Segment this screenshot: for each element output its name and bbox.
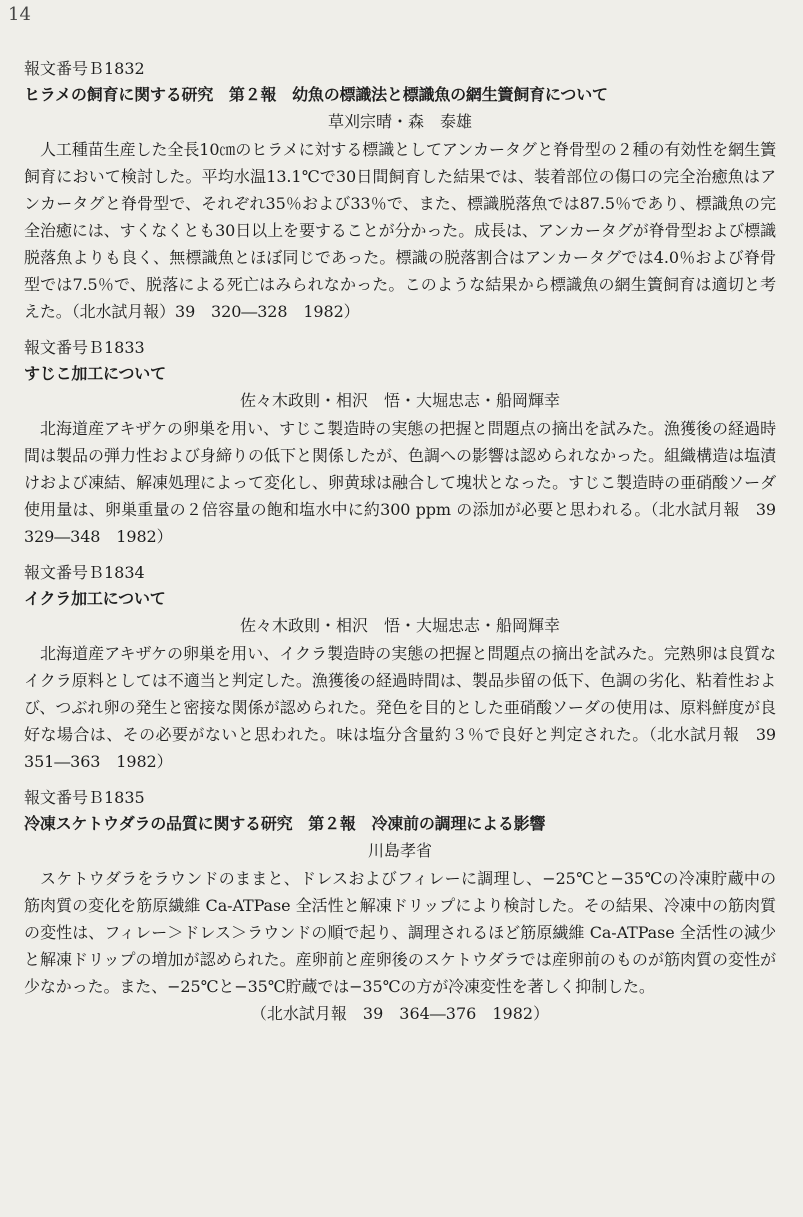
report-title: ヒラメの飼育に関する研究 第２報 幼魚の標識法と標識魚の網生簀飼育について: [24, 85, 608, 104]
report-abstract: 人工種苗生産した全長10㎝のヒラメに対する標識としてアンカータグと脊骨型の２種の有効性を網生簀飼育において検討した。平均水温13.1℃で30日間飼育した結果では、装着部位の傷口の完全治癒魚はアンカータグと脊骨型で、それぞれ35％および33％で、また、標識脱落魚では87.5％であり、標識魚の完全治癒には、すくなくとも30日以上を要することが分かった。成長は、アンカータグが脊骨型および標識脱落魚よりも良く、無標識魚とほぼ同じであった。標識の脱落割合はアンカータグでは4.0％および脊骨型では7.5％で、脱落による死亡はみられなかった。このような結果から標識魚の網生簀飼育は適切と考えた。（北水試月報）39 320―328 1982）: [24, 140, 776, 321]
report-number: 報文番号Ｂ1835: [24, 788, 145, 807]
report-abstract: 北海道産アキザケの卵巣を用い、すじこ製造時の実態の把握と問題点の摘出を試みた。漁獲後の経過時間は製品の弾力性および身締りの低下と関係したが、色調への影響は認められなかった。組織構造は塩漬けおよび凍結、解凍処理によって変化し、卵黄球は融合して塊状となった。すじこ製造時の亜硝酸ソーダ使用量は、卵巣重量の２倍容量の飽和塩水中に約300 ppm の添加が必要と思われる。（北水試月報 39 329―348 1982）: [24, 419, 792, 546]
report-authors: 川島孝省: [367, 841, 432, 860]
report-authors: 草刈宗晴・森 泰雄: [327, 112, 472, 131]
report-authors: 佐々木政則・相沢 悟・大堀忠志・船岡輝幸: [239, 391, 560, 410]
report-title: イクラ加工について: [24, 589, 166, 608]
report-number: 報文番号Ｂ1833: [24, 338, 145, 357]
entry-b1835: [24, 785, 776, 1028]
page-number: 14: [8, 4, 31, 25]
report-title: 冷凍スケトウダラの品質に関する研究 第２報 冷凍前の調理による影響: [24, 814, 546, 833]
abstract-list: [24, 56, 792, 1038]
report-citation: （北水試月報 39 364―376 1982）: [250, 1004, 550, 1023]
entry-b1832: [24, 56, 776, 325]
report-number: 報文番号Ｂ1832: [24, 59, 145, 78]
report-abstract: スケトウダラをラウンドのままと、ドレスおよびフィレーに調理し、−25℃と−35℃の冷凍貯蔵中の筋肉質の変化を筋原繊維 Ca-ATPase 全活性と解凍ドリップにより検討した。その結果、冷凍中の筋肉質の変性は、フィレー＞ドレス＞ラウンドの順で起り、調理されるほど筋原繊維 Ca-ATPase 全活性の減少と解凍ドリップの増加が認められた。産卵前と産卵後のスケトウダラでは産卵前のものが筋肉質の変性が少なかった。また、−25℃と−35℃貯蔵では−35℃の方が冷凍変性を著しく抑制した。: [24, 869, 776, 996]
report-number: 報文番号Ｂ1834: [24, 563, 145, 582]
entry-b1833: [24, 335, 792, 550]
entry-b1834: [24, 560, 792, 775]
report-abstract: 北海道産アキザケの卵巣を用い、イクラ製造時の実態の把握と問題点の摘出を試みた。完熟卵は良質なイクラ原料としては不適当と判定した。漁獲後の経過時間は、製品歩留の低下、色調の劣化、粘着性および、つぶれ卵の発生と密接な関係が認められた。発色を目的とした亜硝酸ソーダの使用は、原料鮮度が良好な場合は、その必要がないと思われた。味は塩分含量約３％で良好と判定された。（北水試月報 39 351―363 1982）: [24, 644, 792, 771]
report-authors: 佐々木政則・相沢 悟・大堀忠志・船岡輝幸: [239, 616, 560, 635]
report-title: すじこ加工について: [24, 364, 166, 383]
